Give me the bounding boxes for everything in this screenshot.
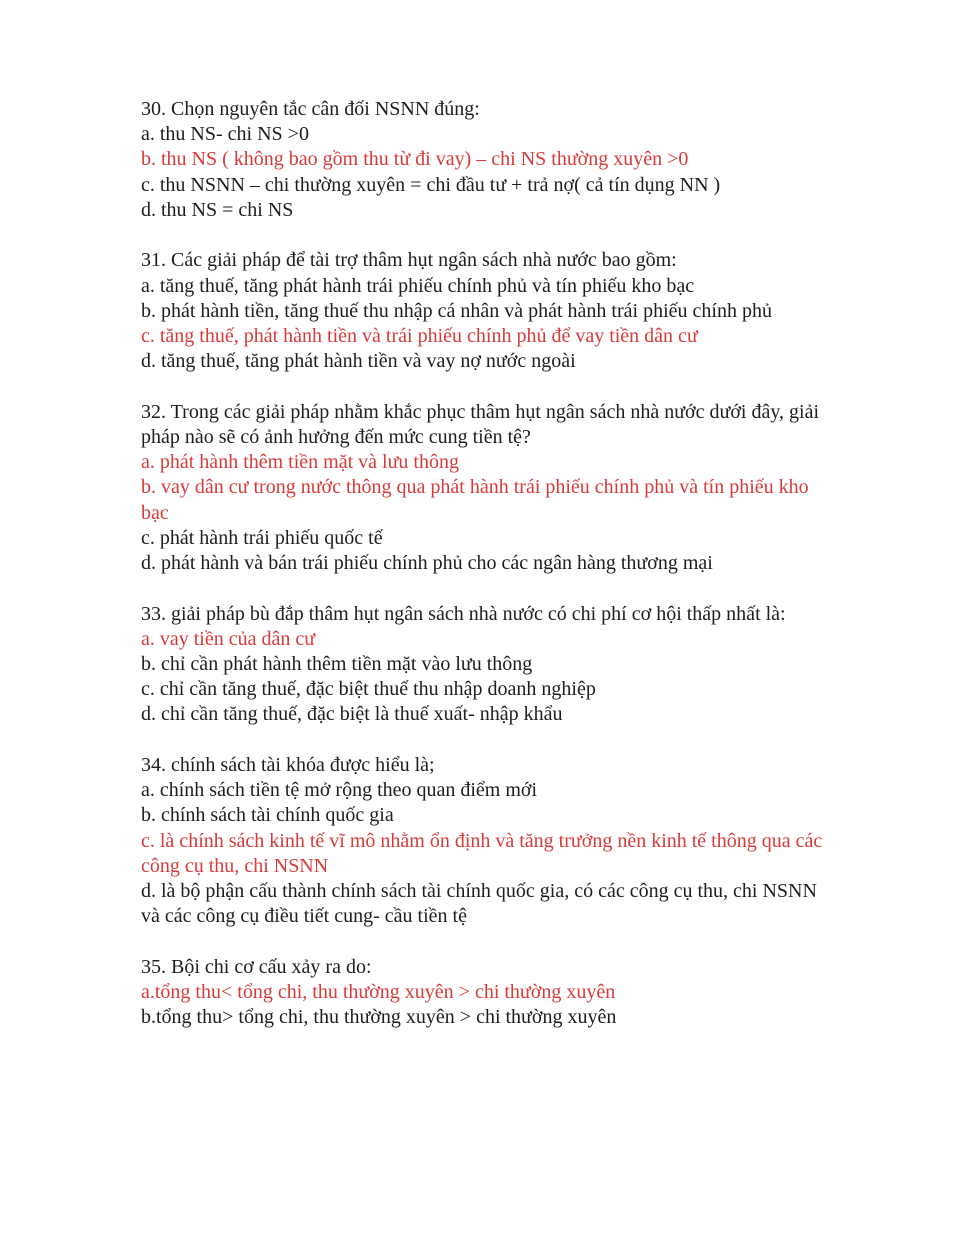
option-c: c. phát hành trái phiếu quốc tế xyxy=(141,526,383,549)
option-b-correct-answer: b. thu NS ( không bao gồm thu từ đi vay) – chi NS thường xuyên >0 xyxy=(141,148,689,171)
option-a-correct-answer: a.tổng thu< tổng chi, thu thường xuyên > chi thường xuyên xyxy=(141,981,616,1004)
option-c: c. chỉ cần tăng thuế, đặc biệt thuế thu nhập doanh nghiệp xyxy=(141,678,596,701)
option-c-correct-answer: c. tăng thuế, phát hành tiền và trái phiếu chính phủ để vay tiền dân cư xyxy=(141,325,698,348)
question-stem: 30. Chọn nguyên tắc cân đối NSNN đúng: xyxy=(141,98,480,120)
question-stem: 31. Các giải pháp để tài trợ thâm hụt ngân sách nhà nước bao gồm: xyxy=(141,249,677,272)
question-34 xyxy=(141,753,831,929)
quiz-content xyxy=(141,97,831,1056)
question-32 xyxy=(141,400,831,576)
option-b: b. chỉ cần phát hành thêm tiền mặt vào lưu thông xyxy=(141,653,533,676)
option-d: d. tăng thuế, tăng phát hành tiền và vay nợ nước ngoài xyxy=(141,350,576,373)
question-stem: 33. giải pháp bù đắp thâm hụt ngân sách nhà nước có chi phí cơ hội thấp nhất là: xyxy=(141,602,786,625)
question-33 xyxy=(141,602,831,728)
option-d: d. là bộ phận cấu thành chính sách tài chính quốc gia, có các công cụ thu, chi NSNN và các công cụ điều tiết cung- cầu tiền tệ xyxy=(141,880,817,928)
question-stem: 32. Trong các giải pháp nhằm khắc phục thâm hụt ngân sách nhà nước dưới đây, giải pháp nào sẽ có ảnh hưởng đến mức cung tiền tệ? xyxy=(141,400,820,449)
option-a-correct-answer: a. phát hành thêm tiền mặt và lưu thông xyxy=(141,451,459,474)
option-d: d. chỉ cần tăng thuế, đặc biệt là thuế xuất- nhập khẩu xyxy=(141,703,563,726)
option-d: d. phát hành và bán trái phiếu chính phủ cho các ngân hàng thương mại xyxy=(141,552,713,575)
option-a: a. tăng thuế, tăng phát hành trái phiếu chính phủ và tín phiếu kho bạc xyxy=(141,274,695,297)
option-a-correct-answer: a. vay tiền của dân cư xyxy=(141,627,316,650)
option-b: b. phát hành tiền, tăng thuế thu nhập cá nhân và phát hành trái phiếu chính phủ xyxy=(141,299,772,322)
option-c: c. thu NSNN – chi thường xuyên = chi đầu tư + trả nợ( cả tín dụng NN ) xyxy=(141,173,721,196)
question-35 xyxy=(141,955,831,1031)
question-30 xyxy=(141,97,831,223)
option-a: a. chính sách tiền tệ mở rộng theo quan điểm mới xyxy=(141,779,538,802)
question-stem: 34. chính sách tài khóa được hiểu là; xyxy=(141,754,435,777)
question-stem: 35. Bội chi cơ cấu xảy ra do: xyxy=(141,955,372,978)
option-d: d. thu NS = chi NS xyxy=(141,198,294,221)
option-b-correct-answer: b. vay dân cư trong nước thông qua phát hành trái phiếu chính phủ và tín phiếu kho bạc xyxy=(141,476,809,524)
option-b: b. chính sách tài chính quốc gia xyxy=(141,804,394,827)
question-31 xyxy=(141,248,831,374)
option-a: a. thu NS- chi NS >0 xyxy=(141,123,309,146)
option-b: b.tổng thu> tổng chi, thu thường xuyên > chi thường xuyên xyxy=(141,1006,617,1029)
option-c-correct-answer: c. là chính sách kinh tế vĩ mô nhằm ổn định và tăng trưởng nền kinh tế thông qua các công cụ thu, chi NSNN xyxy=(141,829,823,877)
